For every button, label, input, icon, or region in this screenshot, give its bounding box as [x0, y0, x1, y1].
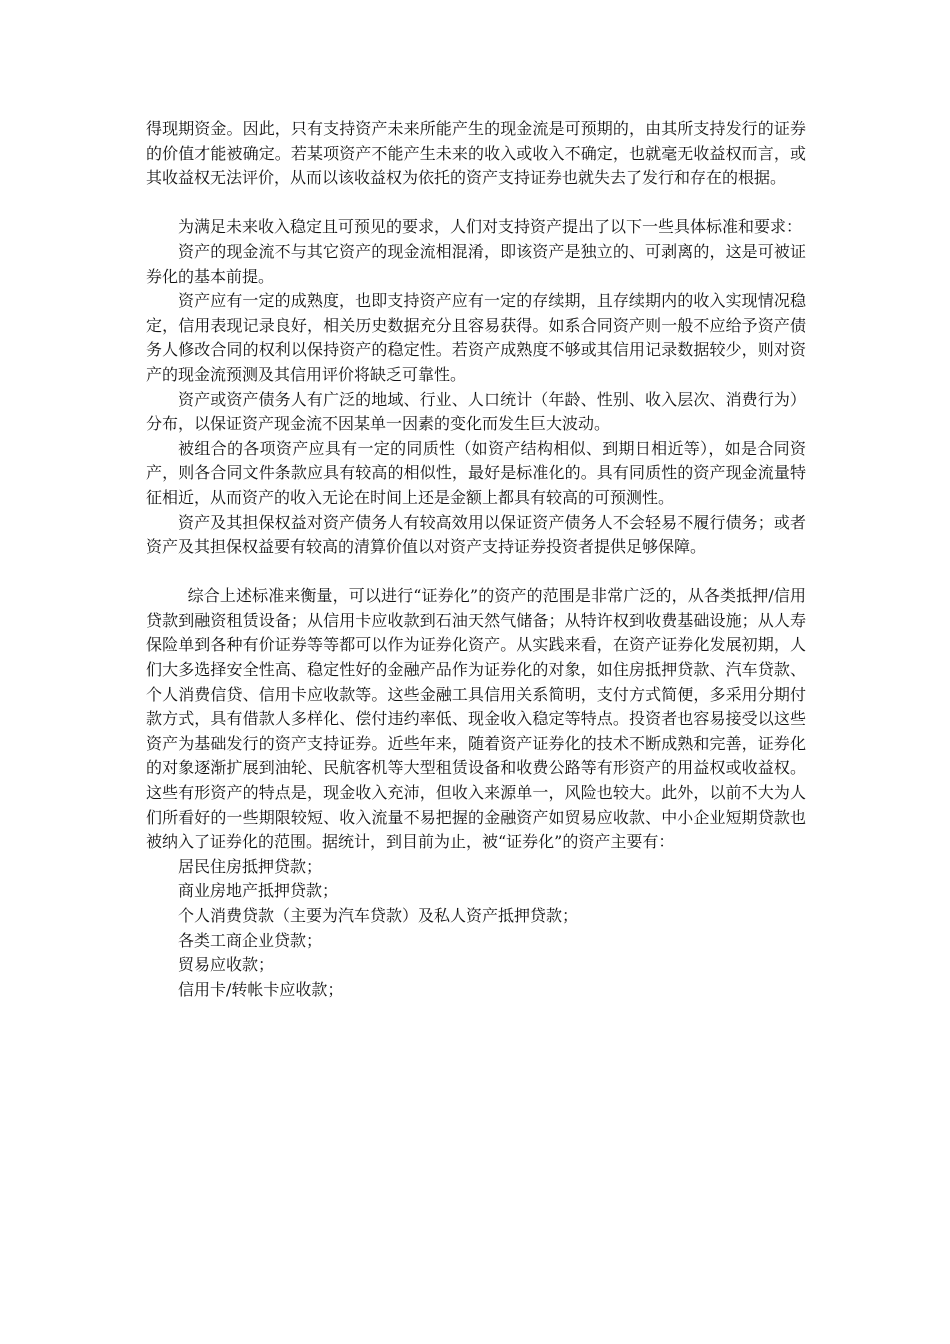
paragraph-cash-flow-predictability: 得现期资金。因此，只有支持资产未来所能产生的现金流是可预期的，由其所支持发行的证券的价值才能被确定。若某项资产不能产生未来的收入或收入不确定，也就毫无收益权而言，或其收益权无法评价，从而以该收益权为依托的资产支持证券也就失去了发行和存在的根据。 — [146, 119, 806, 188]
paragraph-criterion-maturity: 资产应有一定的成熟度，也即支持资产应有一定的存续期，且存续期内的收入实现情况稳定，信用表现记录良好，相关历史数据充分且容易获得。如系合同资产则一般不应给予资产债务人修改合同的权利以保持资产的稳定性。若资产成熟度不够或其信用记录数据较少，则对资产的现金流预测及其信用评价将缺乏可靠性。 — [146, 291, 806, 384]
list-item-asset: 贸易应收款； — [178, 955, 275, 975]
paragraph-criterion-homogeneity: 被组合的各项资产应具有一定的同质性（如资产结构相似、到期日相近等），如是合同资产，则各合同文件条款应具有较高的相似性，最好是标准化的。具有同质性的资产现金流量特征相近，从而资产的收入无论在时间上还是金额上都具有较高的可预测性。 — [146, 438, 806, 507]
list-item-asset: 信用卡/转帐卡应收款； — [178, 979, 344, 999]
paragraph-criterion-collateral: 资产及其担保权益对资产债务人有较高效用以保证资产债务人不会轻易不履行债务；或者资产及其担保权益要有较高的清算价值以对资产支持证券投资者提供足够保障。 — [146, 512, 806, 557]
document-page — [146, 117, 806, 1002]
paragraph-criterion-independence: 资产的现金流不与其它资产的现金流相混淆，即该资产是独立的、可剥离的，这是可被证券化的基本前提。 — [146, 241, 806, 286]
paragraph-criteria-intro: 为满足未来收入稳定且可预见的要求，人们对支持资产提出了以下一些具体标准和要求： — [178, 217, 803, 237]
paragraph-criterion-diversification: 资产或资产债务人有广泛的地域、行业、人口统计（年龄、性别、收入层次、消费行为）分布，以保证资产现金流不因某单一因素的变化而发生巨大波动。 — [146, 389, 806, 434]
list-item-asset: 个人消费贷款（主要为汽车贷款）及私人资产抵押贷款； — [178, 906, 579, 925]
paragraph-gap — [146, 560, 806, 585]
list-item-asset: 居民住房抵押贷款； — [178, 856, 323, 876]
list-item-asset: 商业房地产抵押贷款； — [178, 881, 339, 901]
paragraph-gap — [146, 191, 806, 216]
paragraph-securitizable-assets-scope: 综合上述标准来衡量，可以进行“证券化”的资产的范围是非常广泛的，从各类抵押/信用贷款到融资租赁设备；从信用卡应收款到石油天然气储备；从特许权到收费基础设施；从人寿保险单到各种有价证券等等都可以作为证券化资产。从实践来看，在资产证券化发展初期，人们大多选择安全性高、稳定性好的金融产品作为证券化的对象，如住房抵押贷款、汽车贷款、个人消费信贷、信用卡应收款等。这些金融工具信用关系简明，支付方式简便，多采用分期付款方式，具有借款人多样化、偿付违约率低、现金收入稳定等特点。投资者也容易接受以这些资产为基础发行的资产支持证券。近些年来，随着资产证券化的技术不断成熟和完善，证券化的对象逐渐扩展到油轮、民航客机等大型租赁设备和收费公路等有形资产的用益权或收益权。这些有形资产的特点是，现金收入充沛，但收入来源单一，风险也较大。此外，以前不大为人们所看好的一些期限较短、收入流量不易把握的金融资产如贸易应收款、中小企业短期贷款也被纳入了证券化的范围。据统计，到目前为止，被“证券化”的资产主要有： — [146, 586, 806, 852]
list-item-asset: 各类工商企业贷款； — [178, 930, 323, 950]
